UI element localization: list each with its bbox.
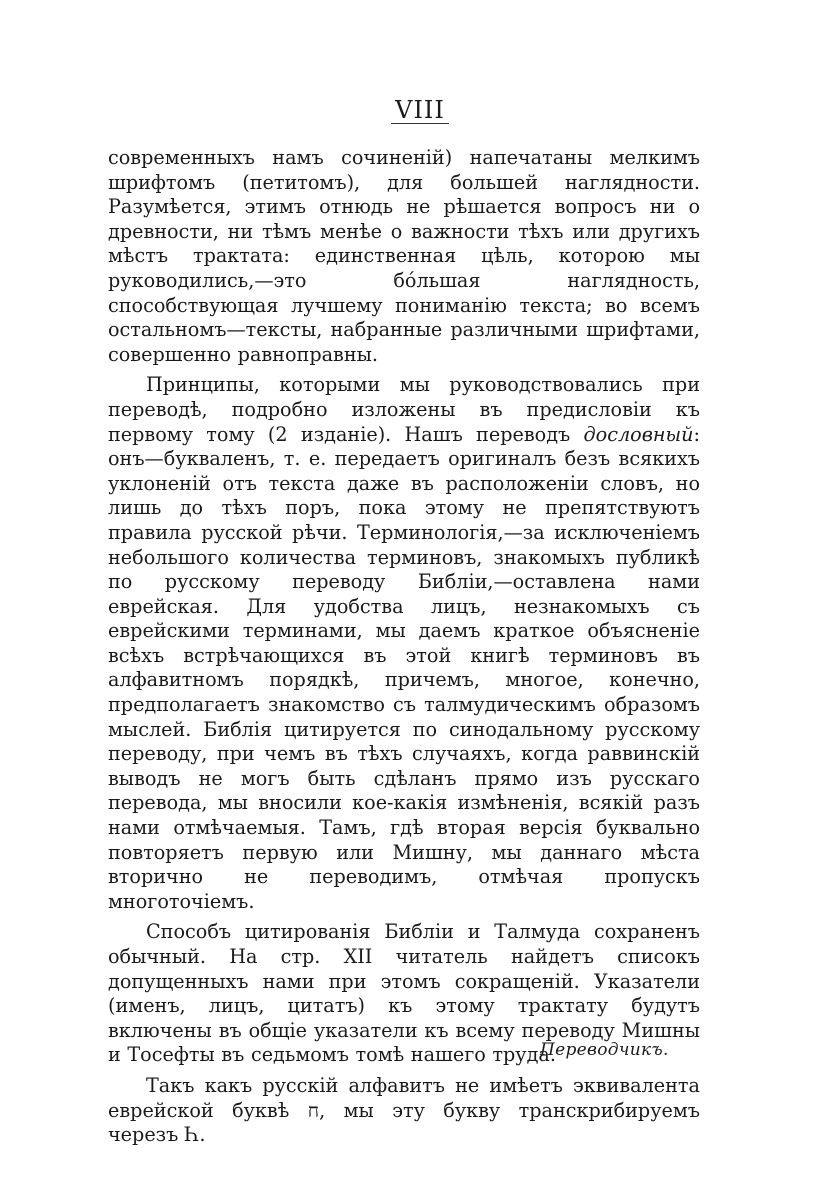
paragraph-transcription-note: Такъ какъ русскій алфавитъ не имѣетъ эквивалента еврейской буквѣ ח, мы эту букву транскрибируемъ черезъ Һ. [108,1073,700,1147]
translator-signature: Переводчикъ. [540,1040,669,1060]
page-number [0,96,840,124]
italic-term: дословный [583,422,694,446]
paragraph-continuation: современныхъ намъ сочиненій) напечатаны мелкимъ шрифтомъ (петитомъ), для большей наглядности. Разумѣется, этимъ отнюдь не рѣшается вопросъ ни о древности, ни тѣмъ менѣе о важности тѣхъ или другихъ мѣстъ трактата: единственная цѣль, которою мы руководились,—это бóльшая наглядность, способствующая лучшему пониманію текста; во всемъ остальномъ—тексты, набранные различными шрифтами, совершенно равноправны. [108,146,700,366]
paragraph-citation-method: Способъ цитированія Библіи и Талмуда сохраненъ обычный. На стр. XII читатель найдетъ списокъ допущенныхъ нами при этомъ сокращеній. Указатели (именъ, лицъ, цитатъ) къ этому трактату будутъ включены въ общіе указатели къ всему переводу Мишны и Тосефты въ седьмомъ томѣ нашего труда. [108,920,700,1067]
paragraph-translation-principles [108,373,700,914]
page-number-label: VIII [391,98,449,124]
body-text [108,146,700,1148]
paragraph-text-part: : онъ—букваленъ, т. е. передаетъ оригиналъ безъ всякихъ уклоненій отъ текста даже въ расположеніи словъ, но лишь до тѣхъ поръ, пока этому не препятствуютъ правила русской рѣчи. Терминологія,—за исключеніемъ небольшого количества терминовъ, знакомыхъ публикѣ по русскому переводу Библіи,—оставлена нами еврейская. Для удобства лицъ, незнакомыхъ съ еврейскими терминами, мы даемъ краткое объясненіе всѣхъ встрѣчающихся въ этой книгѣ терминовъ въ алфавитномъ порядкѣ, причемъ, многое, конечно, предполагаетъ знакомство съ талмудическимъ образомъ мыслей. Библія цитируется по синодальному русскому переводу, при чемъ въ тѣхъ случаяхъ, когда раввинскій выводъ не могъ быть сдѣланъ прямо изъ русскаго перевода, мы вносили кое-какія измѣненія, всякій разъ нами отмѣчаемыя. Тамъ, гдѣ вторая версія буквально повторяетъ первую или Мишну, мы даннаго мѣста вторично не переводимъ, отмѣчая пропускъ многоточіемъ. [108,422,700,913]
paragraph-text-part: Принципы, которыми мы руководствовались при переводѣ, подробно изложены въ предисловіи къ первому тому (2 изданіе). Нашъ переводъ [108,373,700,446]
